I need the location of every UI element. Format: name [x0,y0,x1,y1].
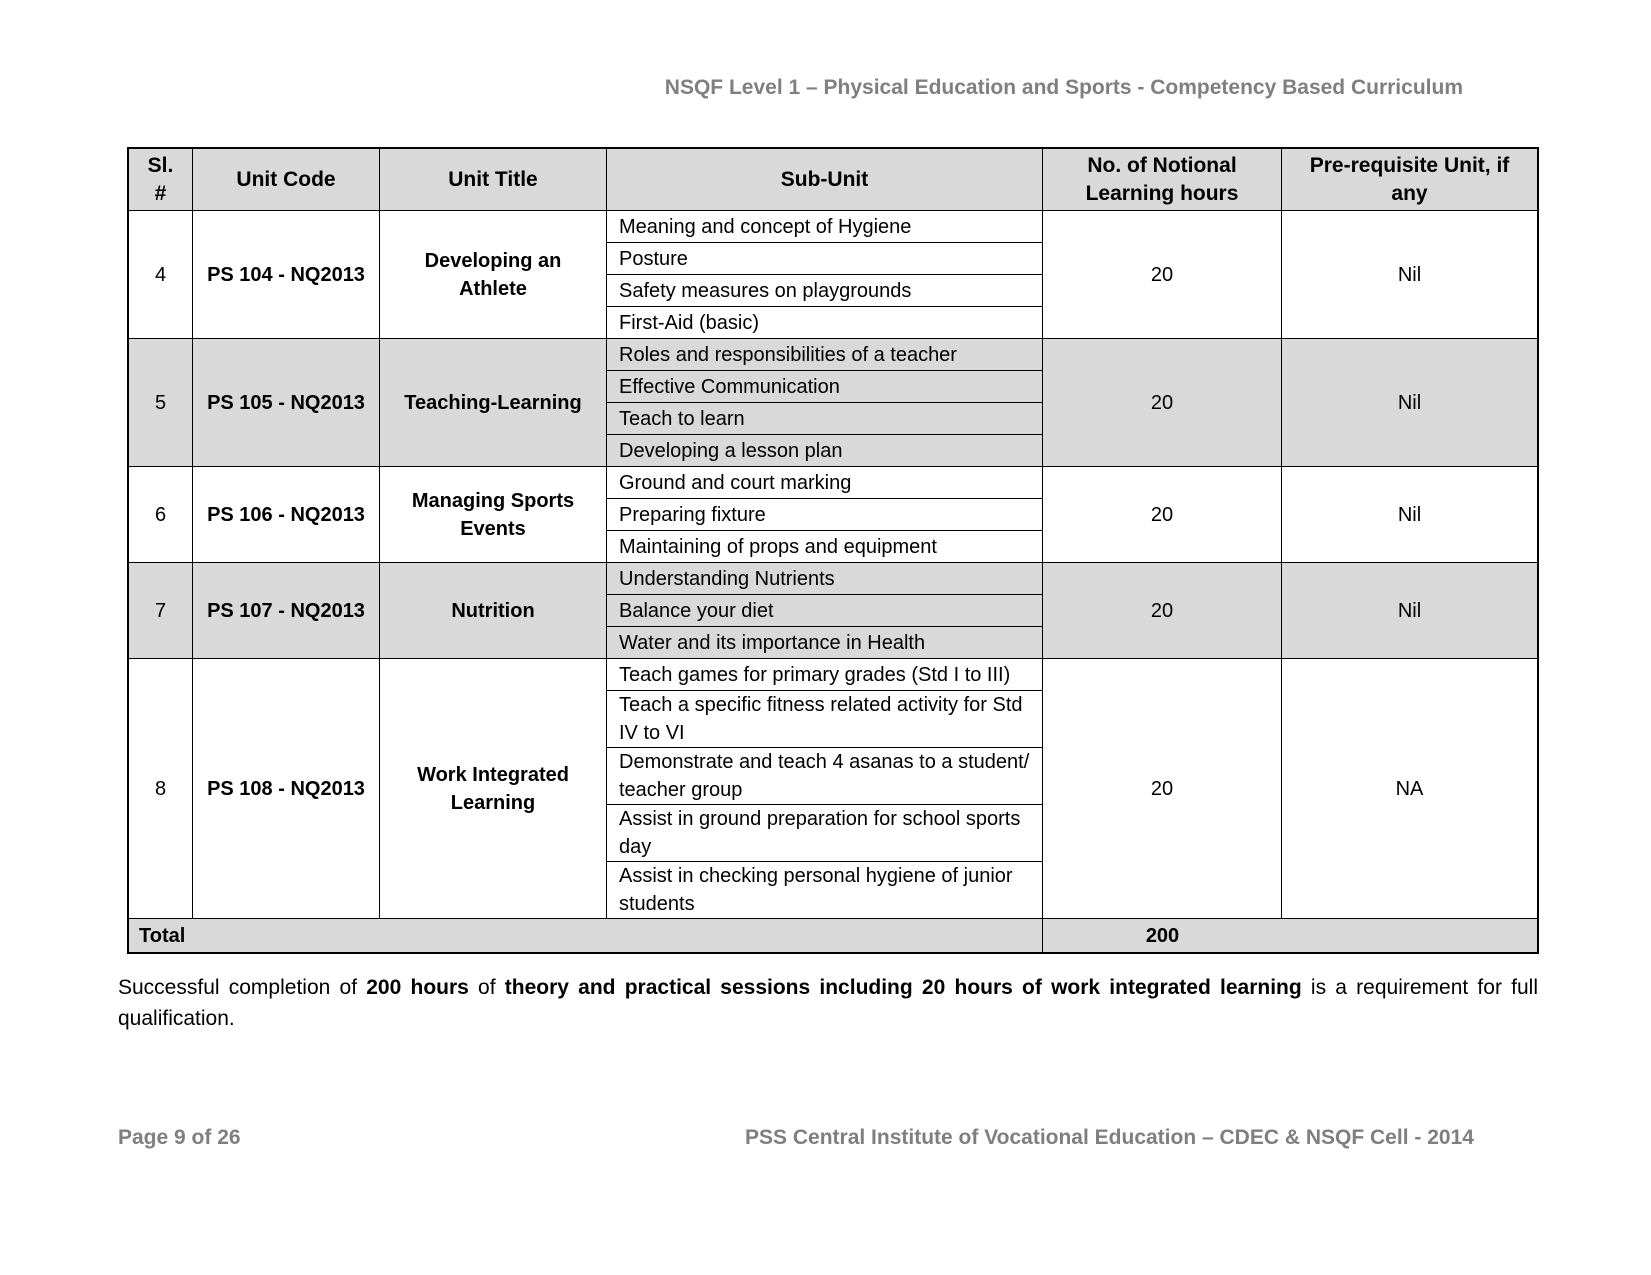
unit-code-cell: PS 106 - NQ2013 [193,467,380,563]
total-row [129,919,1538,953]
hours-cell: 20 [1043,563,1282,659]
sub-unit-cell: Teach to learn [607,403,1043,435]
sub-unit-cell: Water and its importance in Health [607,627,1043,659]
unit-title-cell: Teaching-Learning [380,339,607,467]
curriculum-table [128,148,1538,953]
column-header-prereq: Pre-requisite Unit, if any [1282,149,1538,211]
page-number: Page 9 of 26 [118,1126,241,1149]
hours-cell: 20 [1043,467,1282,563]
sub-unit-cell: Assist in ground preparation for school sports day [607,805,1043,862]
note-text: is a requirement for full qualification. [118,976,1538,1030]
sub-unit-cell: Teach a specific fitness related activity for Std IV to VI [607,691,1043,748]
note-sessions: theory and practical sessions including 20 hours of work integrated learning [504,976,1302,999]
note-text: Successful completion of [118,976,367,999]
sub-unit-cell: Demonstrate and teach 4 asanas to a student/ teacher group [607,748,1043,805]
footer-institute: PSS Central Institute of Vocational Education – CDEC & NSQF Cell - 2014 [745,1126,1474,1149]
sub-unit-cell: Understanding Nutrients [607,563,1043,595]
table-row [129,211,1538,243]
table-row [129,467,1538,499]
prereq-cell: Nil [1282,467,1538,563]
total-label: Total [129,919,1043,953]
prereq-cell: Nil [1282,563,1538,659]
total-hours [1043,919,1538,953]
column-header-sub-unit: Sub-Unit [607,149,1043,211]
total-hours-value: 200 [1145,924,1180,947]
sl-cell: 6 [129,467,193,563]
unit-title-cell: Managing Sports Events [380,467,607,563]
prereq-cell: NA [1282,659,1538,919]
sl-cell: 8 [129,659,193,919]
prereq-cell: Nil [1282,211,1538,339]
sub-unit-cell: Safety measures on playgrounds [607,275,1043,307]
note-text: of [468,976,505,999]
unit-code-cell: PS 104 - NQ2013 [193,211,380,339]
column-header-sl: Sl. # [129,149,193,211]
prereq-cell: Nil [1282,339,1538,467]
column-header-unit-code: Unit Code [193,149,380,211]
sub-unit-cell: First-Aid (basic) [607,307,1043,339]
column-header-unit-title: Unit Title [380,149,607,211]
sl-cell: 5 [129,339,193,467]
sub-unit-cell: Maintaining of props and equipment [607,531,1043,563]
page-header-title: NSQF Level 1 – Physical Education and Sports - Competency Based Curriculum [664,76,1463,99]
sub-unit-cell: Preparing fixture [607,499,1043,531]
sub-unit-cell: Developing a lesson plan [607,435,1043,467]
unit-code-cell: PS 108 - NQ2013 [193,659,380,919]
sub-unit-cell: Teach games for primary grades (Std I to III) [607,659,1043,691]
note-hours: 200 hours [366,976,469,999]
table-row [129,659,1538,691]
unit-title-cell: Developing an Athlete [380,211,607,339]
unit-title-cell: Work Integrated Learning [380,659,607,919]
unit-code-cell: PS 107 - NQ2013 [193,563,380,659]
sub-unit-cell: Roles and responsibilities of a teacher [607,339,1043,371]
sub-unit-cell: Posture [607,243,1043,275]
sub-unit-cell: Assist in checking personal hygiene of junior students [607,862,1043,919]
completion-note [118,972,1538,1034]
hours-cell: 20 [1043,211,1282,339]
table-row [129,563,1538,595]
sl-cell: 4 [129,211,193,339]
sub-unit-cell: Effective Communication [607,371,1043,403]
sl-cell: 7 [129,563,193,659]
sub-unit-cell: Ground and court marking [607,467,1043,499]
sub-unit-cell: Meaning and concept of Hygiene [607,211,1043,243]
hours-cell: 20 [1043,339,1282,467]
sub-unit-cell: Balance your diet [607,595,1043,627]
table-row [129,339,1538,371]
unit-code-cell: PS 105 - NQ2013 [193,339,380,467]
table-header-row [129,149,1538,211]
unit-title-cell: Nutrition [380,563,607,659]
hours-cell: 20 [1043,659,1282,919]
column-header-hours: No. of Notional Learning hours [1043,149,1282,211]
